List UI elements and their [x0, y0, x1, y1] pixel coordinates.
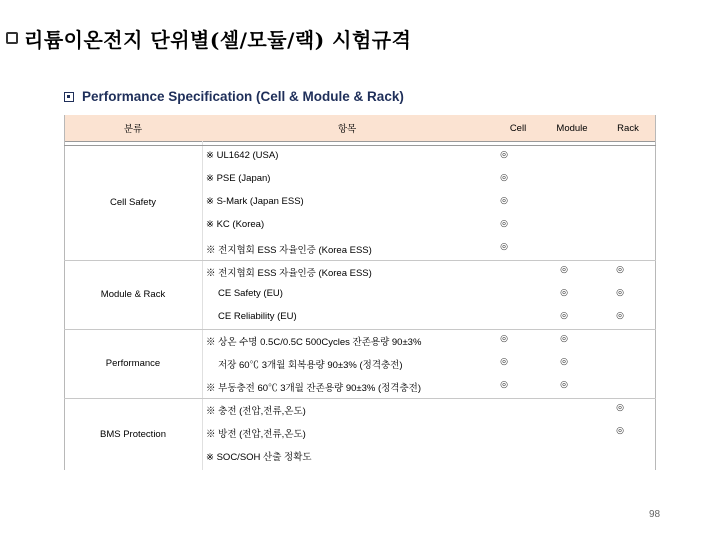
spec-item-text: ※ UL1642 (USA) — [206, 150, 279, 161]
table-border-right — [655, 115, 656, 470]
check-mark-cell: ◎ — [500, 219, 508, 229]
check-mark-module: ◎ — [560, 288, 568, 298]
check-mark-module: ◎ — [560, 357, 568, 367]
check-mark-cell: ◎ — [500, 242, 508, 252]
spec-item-text: ※ 방전 (전압,전류,온도) — [206, 429, 306, 440]
category-bms-protection: BMS Protection — [100, 428, 166, 440]
check-mark-module: ◎ — [560, 380, 568, 390]
category-divider — [202, 141, 203, 470]
page-number: 98 — [649, 509, 661, 520]
square-bullet-icon — [64, 92, 74, 102]
slide-title-text: 리튬이온전지 단위별(셀/모듈/랙) 시험규격 — [24, 27, 412, 52]
spec-item-text: ※ 전지협회 ESS 자율인증 (Korea ESS) — [206, 268, 372, 279]
header-cell: Cell — [509, 122, 527, 134]
check-mark-module: ◎ — [560, 334, 568, 344]
check-mark-cell: ◎ — [500, 334, 508, 344]
check-mark-rack: ◎ — [616, 288, 624, 298]
header-item: 항목 — [337, 124, 357, 135]
spec-item-text: ※ 부동충전 60℃ 3개월 잔존용량 90±3% (정격충전) — [206, 383, 422, 394]
header-module: Module — [556, 122, 588, 134]
category-performance: Performance — [105, 358, 161, 369]
spec-item-text: CE Reliability (EU) — [218, 311, 297, 322]
check-mark-cell: ◎ — [500, 173, 508, 183]
spec-item-text: ※ 전지협회 ESS 자율인증 (Korea ESS) — [206, 245, 372, 256]
spec-item-text: ※ 상온 수명 0.5C/0.5C 500Cycles 잔존용량 90±3% — [206, 337, 422, 348]
spec-table — [64, 115, 656, 470]
spec-item-text: ※ KC (Korea) — [206, 219, 265, 230]
spec-heading-text: Performance Specification (Cell & Module & Rack) — [82, 89, 404, 104]
check-mark-rack: ◎ — [616, 426, 624, 436]
category-module-rack: Module & Rack — [100, 289, 166, 300]
check-mark-cell: ◎ — [500, 357, 508, 367]
check-mark-rack: ◎ — [616, 403, 624, 413]
check-mark-cell: ◎ — [500, 150, 508, 160]
spec-item-text: ※ SOC/SOH 산출 정확도 — [206, 452, 312, 463]
spec-item-text: CE Safety (EU) — [218, 288, 283, 299]
check-mark-module: ◎ — [560, 311, 568, 321]
check-mark-rack: ◎ — [616, 311, 624, 321]
check-mark-rack: ◎ — [616, 265, 624, 275]
check-mark-cell: ◎ — [500, 380, 508, 390]
check-mark-module: ◎ — [560, 265, 568, 275]
header-rack: Rack — [617, 122, 639, 134]
check-mark-cell: ◎ — [500, 196, 508, 206]
header-category: 분류 — [123, 124, 143, 135]
spec-item-text: 저장 60℃ 3개월 회복용량 90±3% (정격충전) — [218, 360, 403, 371]
checkbox-bullet-icon — [6, 32, 18, 44]
table-header — [64, 115, 656, 142]
spec-item-text: ※ S-Mark (Japan ESS) — [206, 196, 304, 207]
slide-title — [6, 24, 411, 52]
spec-item-text: ※ PSE (Japan) — [206, 173, 271, 184]
category-cell-safety: Cell Safety — [110, 197, 156, 208]
spec-heading — [64, 89, 404, 104]
spec-item-text: ※ 충전 (전압,전류,온도) — [206, 406, 306, 417]
